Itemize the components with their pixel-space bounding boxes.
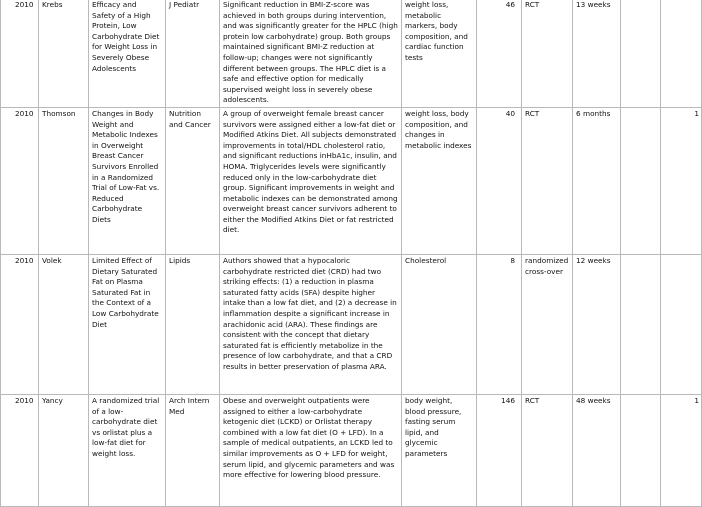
summary-cell: A group of overweight female breast cancer survivors were assigned either a low-fat diet or Modified Atkins Diet. All subjects demonstrated improvements in total/HDL cholesterol ratio, and significant reductions inHbA1c, insulin, and HOMA. Triglycerides levels were significantly reduced only in the low-carbohydrate diet group. Significant improvements in weight and metabolic indexes can be demonstrated among overweight breast cancer survivors adherent to either the Modified Atkins Diet or fat restricted diet. <box>220 107 402 254</box>
sample-size-cell: 8 <box>477 254 522 394</box>
title-cell: A randomized trial of a low-carbohydrate diet vs orlistat plus a low-fat diet for weight loss. <box>89 394 166 506</box>
author-cell: Thomson <box>39 107 89 254</box>
journal-cell: Lipids <box>166 254 220 394</box>
year-cell: 2010 <box>1 254 39 394</box>
extra-cell <box>621 107 661 254</box>
outcomes-cell: Cholesterol <box>402 254 477 394</box>
design-cell: RCT <box>522 394 573 506</box>
summary-cell: Significant reduction in BMI-Z-score was achieved in both groups during intervention, and was significantly greater for the HPLC (high protein low carbohydrate) group. Both groups maintained significant BMI-Z reduction at follow-up; changes were not significantly different between groups. The HPLC diet is a safe and effective option for medically supervised weight loss in severely obese adolescents. <box>220 0 402 107</box>
summary-cell: Obese and overweight outpatients were assigned to either a low-carbohydrate ketogenic diet (LCKD) or Orlistat therapy combined with a low fat diet (O + LFD). In a sample of medical outpatients, an LCKD led to similar improvements as O + LFD for weight, serum lipid, and glycemic parameters and was more effective for lowering blood pressure. <box>220 394 402 506</box>
table-row <box>1 254 702 394</box>
duration-cell: 6 months <box>573 107 621 254</box>
flag-cell: 1 <box>661 394 702 506</box>
extra-cell <box>621 394 661 506</box>
author-cell: Volek <box>39 254 89 394</box>
extra-cell <box>621 0 661 107</box>
outcomes-cell: weight loss, body composition, and changes in metabolic indexes <box>402 107 477 254</box>
table-row <box>1 107 702 254</box>
sample-size-cell: 46 <box>477 0 522 107</box>
journal-cell: Nutrition and Cancer <box>166 107 220 254</box>
author-cell: Krebs <box>39 0 89 107</box>
sample-size-cell: 40 <box>477 107 522 254</box>
flag-cell: 1 <box>661 107 702 254</box>
flag-cell <box>661 0 702 107</box>
title-cell: Efficacy and Safety of a High Protein, Low Carbohydrate Diet for Weight Loss in Severely Obese Adolescents <box>89 0 166 107</box>
flag-cell <box>661 254 702 394</box>
table-row <box>1 394 702 506</box>
outcomes-cell: body weight, blood pressure, fasting serum lipid, and glycemic parameters <box>402 394 477 506</box>
design-cell: RCT <box>522 0 573 107</box>
design-cell: RCT <box>522 107 573 254</box>
outcomes-cell: weight loss, metabolic markers, body composition, and cardiac function tests <box>402 0 477 107</box>
sample-size-cell: 146 <box>477 394 522 506</box>
extra-cell <box>621 254 661 394</box>
year-cell: 2010 <box>1 107 39 254</box>
title-cell: Limited Effect of Dietary Saturated Fat on Plasma Saturated Fat in the Context of a Low Carbohydrate Diet <box>89 254 166 394</box>
table-row <box>1 0 702 107</box>
journal-cell: Arch Intern Med <box>166 394 220 506</box>
year-cell: 2010 <box>1 394 39 506</box>
duration-cell: 13 weeks <box>573 0 621 107</box>
duration-cell: 48 weeks <box>573 394 621 506</box>
summary-cell: Authors showed that a hypocaloric carbohydrate restricted diet (CRD) had two striking effects: (1) a reduction in plasma saturated fatty acids (SFA) despite higher intake than a low fat diet, and (2) a decrease in inflammation despite a significant increase in arachidonic acid (ARA). These findings are consistent with the concept that dietary saturated fat is efficiently metabolize in the presence of low carbohydrate, and that a CRD results in better preservation of plasma ARA. <box>220 254 402 394</box>
title-cell: Changes in Body Weight and Metabolic Indexes in Overweight Breast Cancer Survivors Enrolled in a Randomized Trial of Low-Fat vs. Reduced Carbohydrate Diets <box>89 107 166 254</box>
duration-cell: 12 weeks <box>573 254 621 394</box>
journal-cell: J Pediatr <box>166 0 220 107</box>
author-cell: Yancy <box>39 394 89 506</box>
year-cell: 2010 <box>1 0 39 107</box>
design-cell: randomized cross-over <box>522 254 573 394</box>
